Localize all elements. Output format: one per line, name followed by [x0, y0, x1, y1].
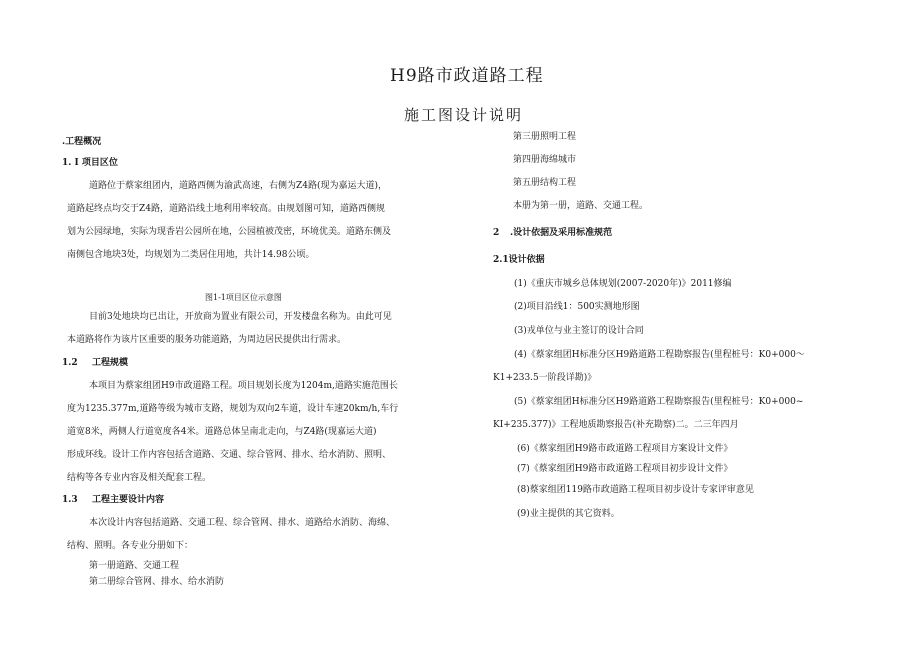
- volume-item: 第一册道路、交通工程: [89, 561, 180, 571]
- section-1-2-number: 1.2: [62, 358, 78, 368]
- reference-item: (3)戎单位与业主签订的设计合同: [514, 326, 644, 336]
- paragraph-line: 目前3处地块均已出让，开放商为置业有限公司，开发楼盘名称为。由此可见: [89, 312, 392, 322]
- reference-item-continued: KI+235.377)》工程地质勘察报告(补充勘察)二。二三年四月: [493, 420, 739, 430]
- volume-item: 第三册照明工程: [513, 132, 577, 142]
- volume-note: 本册为第一册，道路、交通工程。: [513, 201, 649, 211]
- document-subtitle: 施工图设计说明: [404, 106, 524, 124]
- paragraph-line: 本项目为蔡家组团H9市政道路工程。项目规划长度为1204m,道路实施范围长: [89, 381, 398, 391]
- paragraph-line: 形成环线。设计工作内容包括含道路、交通、综合管网、排水、给水消防、照明、: [67, 450, 392, 460]
- reference-item: (4)《蔡家组团H标准分区H9路道路工程勘察报告(里程桩号：K0+000～: [514, 350, 805, 360]
- reference-item: (2)项目沿线1：500实测地形图: [514, 302, 640, 312]
- paragraph-line: 道宽8米，两侧人行道宽度各4米。道路总体呈南北走向，与Z4路(现嘉运大道): [67, 427, 377, 437]
- paragraph-line: 本次设计内容包括道路、交通工程、综合管网、排水、道路给水消防、海绵、: [89, 518, 396, 528]
- reference-item: (9)业主提供的其它资料。: [517, 509, 620, 519]
- reference-item-continued: K1+233.5一阶段详勘)》: [493, 373, 597, 383]
- paragraph-line: 南侧包含地块3处，均规划为二类居住用地，共计14.98公顷。: [67, 250, 315, 260]
- reference-item: (6)《蔡家组团H9路市政道路工程项目方案设计文件》: [517, 444, 733, 454]
- section-1-2-heading: 工程规模: [92, 358, 129, 368]
- section-1-3-number: 1.3: [62, 495, 78, 505]
- paragraph-line: 本道路将作为该片区重要的服务功能道路，为周边居民提供出行需求。: [67, 335, 347, 345]
- reference-item: (1)《重庆市城乡总体规划(2007-2020年)》2011修编: [514, 279, 732, 289]
- figure-caption: 图1-1项目区位示意图: [205, 293, 282, 302]
- document-title: H9路市政道路工程: [390, 66, 544, 86]
- section-1-heading: .工程概况: [62, 137, 102, 147]
- paragraph-line: 划为公园绿地，实际为现香岩公园所在地，公园植被茂密，环境优美。道路东侧及: [67, 227, 392, 237]
- volume-item: 第二册综合管网、排水、给水消防: [89, 577, 225, 587]
- paragraph-line: 结构、照明。各专业分册如下：: [67, 541, 194, 551]
- paragraph-line: 度为1235.377m,道路等级为城市支路，规划为双向2车道，设计车速20km∕h,车行: [67, 404, 399, 414]
- paragraph-line: 道路起终点均交于Z4路，道路沿线土地利用率较高。由规划图可知，道路西侧规: [67, 204, 385, 214]
- volume-item: 第四册海绵城市: [513, 155, 577, 165]
- reference-item: (8)蔡家组团119路市政道路工程项目初步设计专家评审意见: [517, 485, 754, 495]
- section-1-3-heading: 工程主要设计内容: [92, 495, 165, 505]
- volume-item: 第五册结构工程: [513, 178, 577, 188]
- section-2-heading: .设计依据及采用标准规范: [510, 228, 613, 238]
- paragraph-line: 道路位于蔡家组团内，道路西侧为渝武高速，右侧为Z4路(现为嘉运大道)，: [89, 181, 388, 191]
- section-2-1-heading: 2.1设计依据: [493, 255, 545, 265]
- section-2-number: 2: [493, 228, 500, 238]
- paragraph-line: 结构等各专业内容及相关配套工程。: [67, 473, 212, 483]
- reference-item: (5)《蔡家组团H标准分区H9路道路工程勘察报告(里程桩号：K0+000~: [514, 397, 804, 407]
- reference-item: (7)《蔡家组团H9路市政道路工程项目初步设计文件》: [517, 464, 733, 474]
- section-1-1-heading: 1. I 项目区位: [62, 158, 118, 168]
